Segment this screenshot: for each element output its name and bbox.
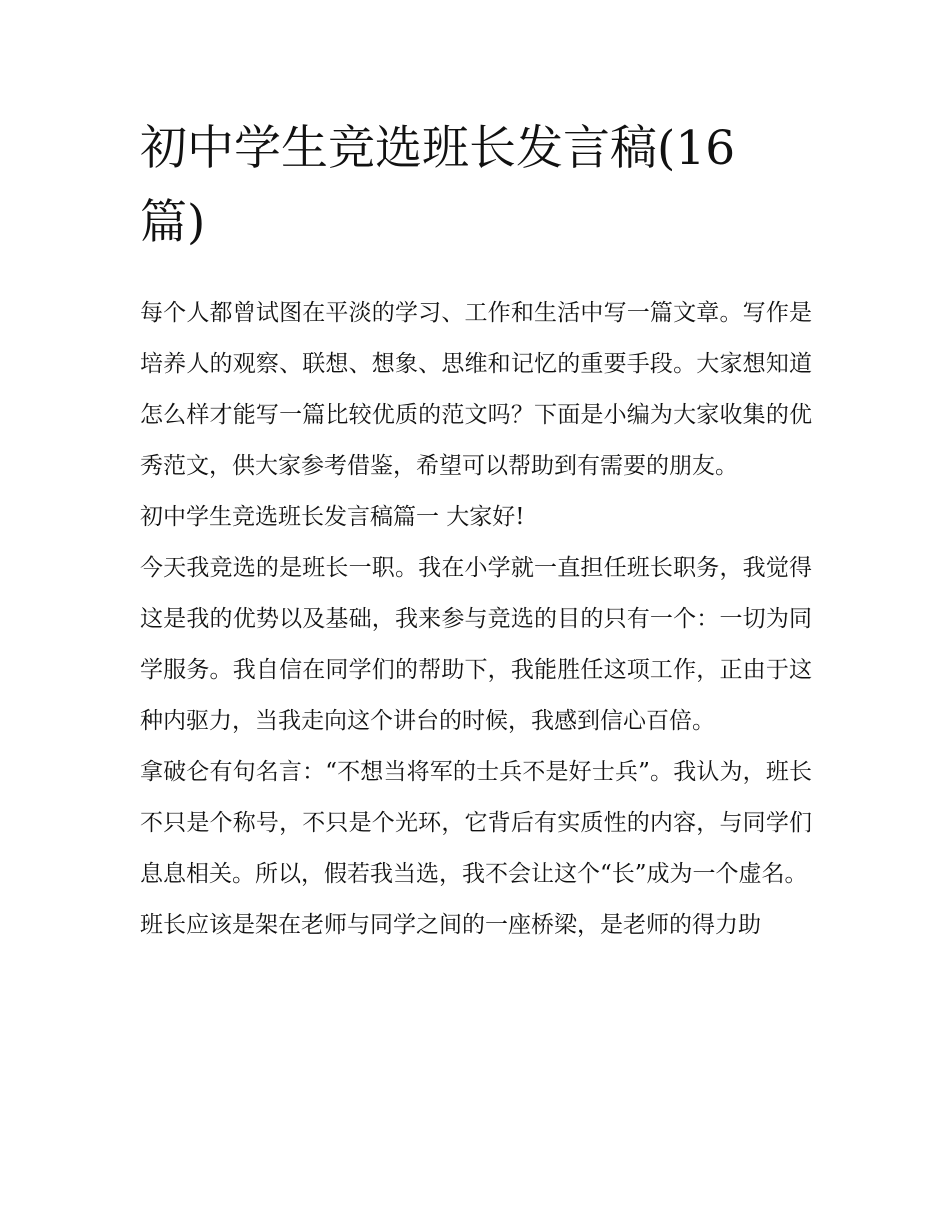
document-page xyxy=(140,112,812,951)
document-title-line-1: 初中学生竞选班长发言稿(16 xyxy=(140,121,736,176)
body-paragraph: 今天我竞选的是班长一职。我在小学就一直担任班长职务，我觉得这是我的优势以及基础，我来参与竞选的目的只有一个：一切为同学服务。我自信在同学们的帮助下，我能胜任这项工作，正由于这种内驱力，当我走向这个讲台的时候，我感到信心百倍。 xyxy=(140,555,812,734)
intro-paragraph: 每个人都曾试图在平淡的学习、工作和生活中写一篇文章。写作是培养人的观察、联想、想象、思维和记忆的重要手段。大家想知道怎么样才能写一篇比较优质的范文吗？下面是小编为大家收集的优秀范文，供大家参考借鉴，希望可以帮助到有需要的朋友。 xyxy=(140,300,812,479)
document-title-line-2: 篇) xyxy=(140,195,206,250)
document-title xyxy=(140,112,812,260)
body-paragraph: 班长应该是架在老师与同学之间的一座桥梁，是老师的得力助 xyxy=(140,912,761,938)
body-paragraph: 拿破仑有句名言：“不想当将军的士兵不是好士兵”。我认为，班长不只是个称号，不只是个光环，它背后有实质性的内容，与同学们息息相关。所以，假若我当选，我不会让这个“长”成为一个虚名。 xyxy=(140,759,812,887)
speech-heading-paragraph: 初中学生竞选班长发言稿篇一 大家好! xyxy=(140,504,525,530)
